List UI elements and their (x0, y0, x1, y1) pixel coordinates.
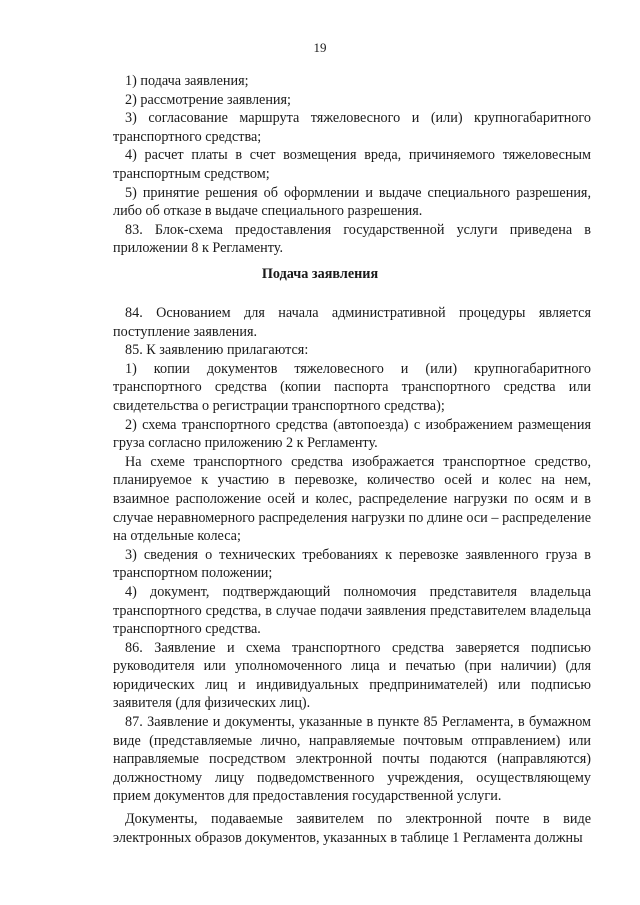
paragraph: 3) согласование маршрута тяжеловесного и (или) крупногабаритного транспортного средства; (113, 110, 591, 145)
paragraph: 86. Заявление и схема транспортного средства заверяется подписью руководителя или уполномоченного лица и печатью (при наличии) (для юридических лиц и индивидуальных предпринимателей) или подписью заявителя (для физических лиц). (113, 639, 591, 712)
paragraph: На схеме транспортного средства изображается транспортное средство, планируемое к участию в перевозке, количество осей и колес на нем, взаимное расположение осей и колес, распределение нагрузки по осям и в случае неравномерного распределения нагрузки по длине оси – распределение на отдельные колеса; (113, 453, 591, 545)
paragraph: 2) рассмотрение заявления; (125, 91, 291, 108)
paragraph: 84. Основанием для начала административной процедуры является поступление заявления. (113, 305, 591, 340)
paragraph: 87. Заявление и документы, указанные в пункте 85 Регламента, в бумажном виде (представляемые лично, направляемые почтовым отправлением) или направляемые посредством электронной почты подаются (направляются) должностному лицу подведомственного учреждения, осуществляющему прием документов для предоставления государственной услуги. (113, 714, 591, 805)
section-body (113, 304, 591, 847)
paragraph: 1) копии документов тяжеловесного и (или) крупногабаритного транспортного средства (копии паспорта транспортного средства или свидетельства о регистрации транспортного средства); (113, 360, 591, 414)
paragraph: 2) схема транспортного средства (автопоезда) с изображением размещения груза согласно приложению 2 к Регламенту. (113, 416, 591, 452)
paragraph: Документы, подаваемые заявителем по электронной почте в виде электронных образов документов, указанных в таблице 1 Регламента должны (113, 811, 591, 846)
paragraph: 85. К заявлению прилагаются: (125, 342, 309, 359)
section-title: Подача заявления (261, 266, 379, 282)
paragraph: 3) сведения о технических требованиях к перевозке заявленного груза в транспортном положении; (113, 546, 591, 582)
paragraph: 83. Блок-схема предоставления государственной услуги приведена в приложении 8 к Регламенту. (113, 221, 591, 257)
paragraph: 1) подача заявления; (125, 73, 249, 89)
page-number: 19 (313, 40, 327, 55)
procedures-list (113, 72, 591, 258)
paragraph: 5) принятие решения об оформлении и выдаче специального разрешения, либо об отказе в выдаче специального разрешения. (113, 184, 591, 220)
paragraph: 4) документ, подтверждающий полномочия представителя владельца транспортного средства, в случае подачи заявления представителем владельца транспортного средства. (113, 583, 591, 638)
paragraph: 4) расчет платы в счет возмещения вреда, причиняемого тяжеловесным транспортным средством; (113, 147, 591, 182)
